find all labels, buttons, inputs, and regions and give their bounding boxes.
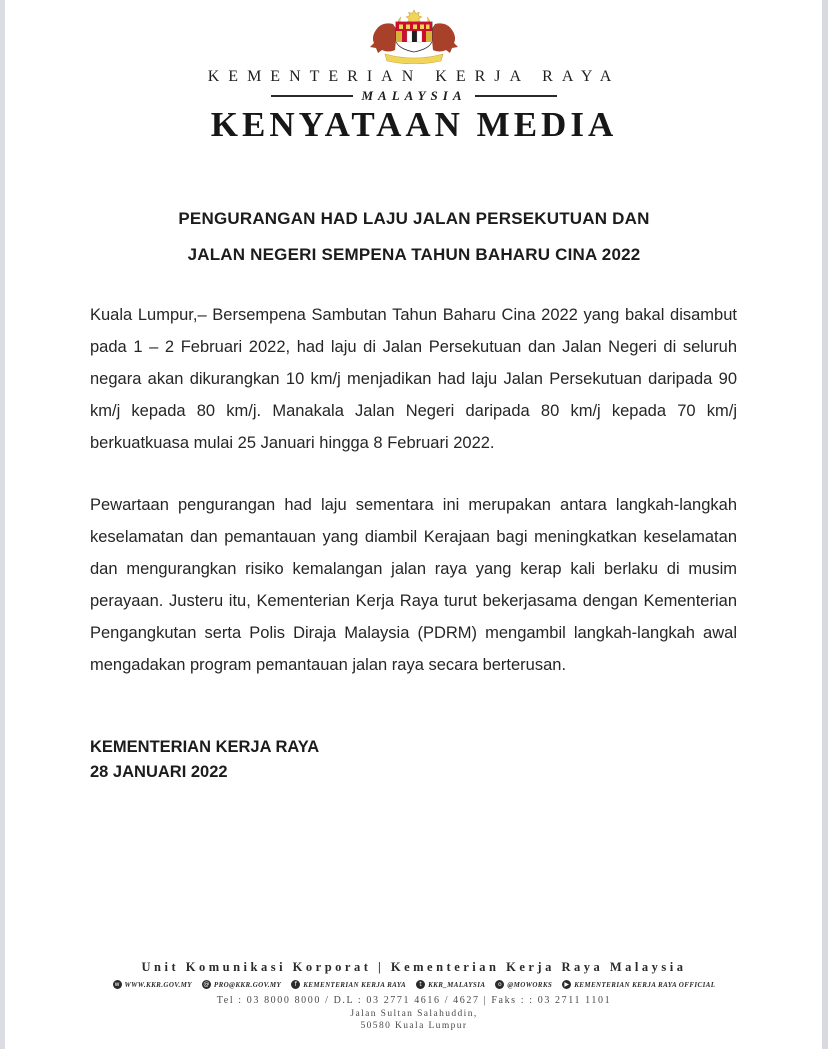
instagram-icon: o [495, 980, 504, 989]
social-label-twitter: KKR_MALAYSIA [428, 980, 486, 989]
social-item-facebook [291, 980, 406, 989]
photo-edge-right [822, 0, 828, 1049]
social-label-email: PRO@KKR.GOV.MY [213, 980, 282, 989]
globe-icon: w [113, 980, 122, 989]
facebook-icon: f [291, 980, 300, 989]
body-paragraph-1: Kuala Lumpur,– Bersempena Sambutan Tahun Baharu Cina 2022 yang bakal disambut pada 1 – 2 Februari 2022, had laju di Jalan Persekutuan dan Jalan Negeri di seluruh negara akan dikurangkan 10 km/j menjadikan had laju Jalan Persekutuan daripada 90 km/j kepada 80 km/j. Manakala Jalan Negeri daripada 80 km/j kepada 70 km/j berkuatkuasa mulai 25 Januari hingga 8 Februari 2022. [90, 306, 737, 452]
footer-unit-line: Unit Komunikasi Korporat | Kementerian Kerja Raya Malaysia [141, 960, 687, 974]
social-item-instagram [495, 980, 552, 989]
twitter-icon: t [416, 980, 425, 989]
signature-date: 28 JANUARI 2022 [90, 763, 228, 781]
release-body [90, 299, 737, 681]
release-title-line2: JALAN NEGERI SEMPENA TAHUN BAHARU CINA 2022 [187, 245, 641, 264]
ministry-name: KEMENTERIAN KERJA RAYA [207, 68, 621, 85]
social-label-facebook: KEMENTERIAN KERJA RAYA [303, 980, 407, 989]
release-title-line1: PENGURANGAN HAD LAJU JALAN PERSEKUTUAN DAN [178, 209, 650, 228]
social-item-email [202, 980, 281, 989]
footer-contact-line: Tel : 03 8000 8000 / D.L : 03 2771 4616 / 4627 | Faks : : 03 2711 1101 [216, 995, 612, 1006]
social-item-youtube [562, 980, 715, 989]
document-type-title: KENYATAAN MEDIA [210, 105, 618, 144]
country-name: MALAYSIA [361, 88, 467, 103]
release-title [0, 201, 828, 273]
social-item-twitter [416, 980, 485, 989]
social-item-website [113, 980, 192, 989]
signature-block [90, 735, 737, 785]
body-paragraph-2: Pewartaan pengurangan had laju sementara ini merupakan antara langkah-langkah keselamatan dan pemantauan yang diambil Kerajaan bagi meningkatkan keselamatan dan mengurangkan risiko kemalangan jalan raya yang kerap kali berlaku di musim perayaan. Justeru itu, Kementerian Kerja Raya turut bekerjasama dengan Kementerian Pengangkutan serta Polis Diraja Malaysia (PDRM) mengambil langkah-langkah awal mengadakan program pemantauan jalan raya secara berterusan. [90, 496, 737, 674]
photo-edge-left [0, 0, 5, 1049]
divider-rule-left [271, 95, 353, 97]
social-label-instagram: @MOWORKS [507, 980, 553, 989]
footer-address-line2: 50580 Kuala Lumpur [360, 1021, 468, 1031]
divider-rule-right [475, 95, 557, 97]
malaysia-divider [0, 88, 828, 104]
footer-social-row [0, 980, 828, 989]
footer-address [0, 1008, 828, 1032]
email-icon: @ [203, 981, 210, 988]
social-label-website: WWW.KKR.GOV.MY [124, 980, 192, 989]
social-label-youtube: KEMENTERIAN KERJA RAYA OFFICIAL [574, 980, 716, 989]
footer [0, 960, 828, 1032]
letterhead [0, 0, 828, 145]
youtube-icon: ▶ [562, 980, 571, 989]
malaysia-coat-of-arms-icon [355, 8, 473, 64]
signature-org: KEMENTERIAN KERJA RAYA [90, 738, 320, 756]
footer-address-line1: Jalan Sultan Salahuddin, [350, 1009, 478, 1019]
